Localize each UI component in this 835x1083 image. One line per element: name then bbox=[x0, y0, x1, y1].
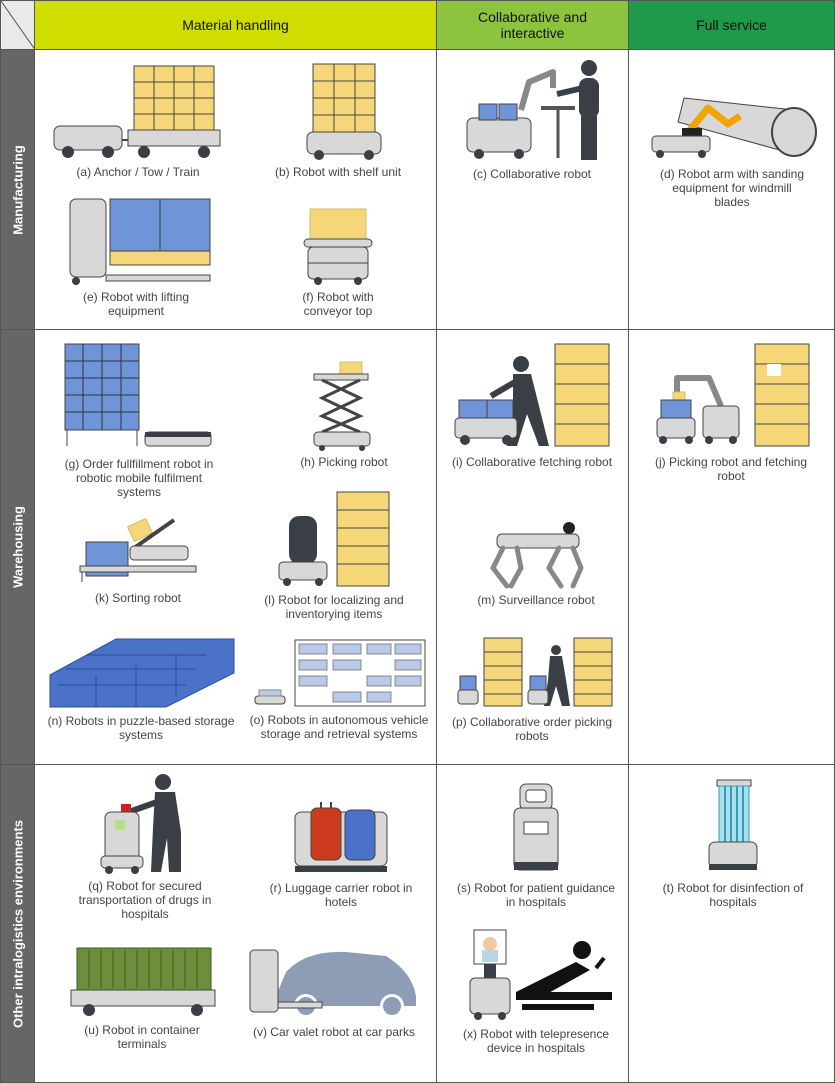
item-caption: (t) Robot for disinfection of hospitals bbox=[662, 881, 804, 909]
collaborative-robot-icon bbox=[457, 58, 607, 164]
item-caption: (g) Order fullfillment robot in robotic mobile fulfilment systems bbox=[64, 457, 214, 499]
item-caption: (f) Robot with conveyor top bbox=[302, 290, 374, 318]
puzzle-storage-icon bbox=[46, 635, 236, 711]
drug-transport-robot-icon bbox=[95, 772, 195, 876]
order-picking-robots-icon bbox=[450, 636, 614, 712]
item-caption: (j) Picking robot and fetching robot bbox=[654, 455, 808, 483]
corner-cell bbox=[0, 0, 35, 50]
item-d bbox=[642, 80, 822, 209]
item-caption: (i) Collaborative fetching robot bbox=[451, 455, 613, 469]
item-caption: (l) Robot for localizing and inventorying items bbox=[264, 593, 404, 621]
column-header-collaborative bbox=[436, 0, 629, 50]
column-header-label: Material handling bbox=[182, 17, 289, 33]
tow-train-robot-icon bbox=[48, 60, 228, 162]
item-caption: (d) Robot arm with sanding equipment for windmill blades bbox=[659, 167, 805, 209]
item-caption: (k) Sorting robot bbox=[94, 591, 182, 605]
diagonal-divider bbox=[1, 1, 35, 50]
item-o bbox=[244, 638, 434, 741]
shelf-unit-robot-icon bbox=[283, 60, 393, 162]
item-h bbox=[284, 360, 404, 469]
row-header-warehousing bbox=[0, 329, 35, 765]
item-caption: (e) Robot with lifting equipment bbox=[82, 290, 190, 318]
column-header-full-service bbox=[628, 0, 835, 50]
item-caption: (u) Robot in container terminals bbox=[84, 1023, 200, 1051]
sanding-robot-arm-icon bbox=[644, 80, 820, 164]
avsrs-icon bbox=[249, 638, 429, 710]
picking-robot-icon bbox=[304, 360, 384, 452]
item-j bbox=[646, 342, 816, 483]
luggage-robot-icon bbox=[291, 800, 391, 878]
item-v bbox=[244, 942, 424, 1039]
uv-disinfection-robot-icon bbox=[703, 778, 763, 878]
item-l bbox=[244, 490, 424, 621]
item-caption: (a) Anchor / Tow / Train bbox=[76, 165, 200, 179]
inventory-robot-icon bbox=[269, 490, 399, 590]
lifting-robot-icon bbox=[56, 195, 216, 287]
row-header-label: Other intralogistics environments bbox=[10, 819, 25, 1028]
item-caption: (q) Robot for secured transportation of drugs in hospitals bbox=[78, 879, 212, 921]
item-q bbox=[62, 772, 228, 921]
item-caption: (o) Robots in autonomous vehicle storage and retrieval systems bbox=[249, 713, 429, 741]
item-b bbox=[268, 60, 408, 179]
item-caption: (n) Robots in puzzle-based storage systems bbox=[47, 714, 235, 742]
item-n bbox=[46, 635, 236, 742]
item-f bbox=[278, 205, 398, 318]
item-m bbox=[466, 520, 606, 607]
column-header-label: Full service bbox=[696, 17, 767, 33]
row-header-label: Manufacturing bbox=[10, 144, 25, 235]
row-header-manufacturing bbox=[0, 49, 35, 330]
item-k bbox=[76, 512, 200, 605]
row-header-label: Warehousing bbox=[10, 506, 25, 588]
quadruped-robot-icon bbox=[481, 520, 591, 590]
picking-fetching-robot-icon bbox=[649, 342, 813, 452]
item-caption: (x) Robot with telepresence device in hospitals bbox=[462, 1027, 610, 1055]
conveyor-robot-icon bbox=[298, 205, 378, 287]
item-caption: (v) Car valet robot at car parks bbox=[252, 1025, 416, 1039]
car-valet-robot-icon bbox=[246, 942, 422, 1022]
item-x bbox=[448, 928, 624, 1055]
telepresence-robot-icon bbox=[456, 928, 616, 1024]
item-g bbox=[58, 340, 220, 499]
item-caption: (r) Luggage carrier robot in hotels bbox=[269, 881, 413, 909]
item-i bbox=[448, 342, 616, 469]
fetching-robot-icon bbox=[451, 342, 613, 452]
item-caption: (s) Robot for patient guidance in hospitals bbox=[456, 881, 616, 909]
column-header-label: Collaborative and interactive bbox=[478, 9, 587, 41]
item-s bbox=[456, 782, 616, 909]
sorting-robot-icon bbox=[78, 512, 198, 588]
item-caption: (m) Surveillance robot bbox=[477, 593, 595, 607]
item-c bbox=[452, 58, 612, 181]
rmfs-robot-icon bbox=[59, 340, 219, 454]
column-header-material-handling bbox=[34, 0, 437, 50]
item-caption: (b) Robot with shelf unit bbox=[274, 165, 402, 179]
item-caption: (p) Collaborative order picking robots bbox=[451, 715, 613, 743]
item-e bbox=[56, 195, 216, 318]
item-caption: (c) Collaborative robot bbox=[472, 167, 592, 181]
item-u bbox=[62, 944, 222, 1051]
container-robot-icon bbox=[67, 944, 217, 1020]
item-caption: (h) Picking robot bbox=[300, 455, 388, 469]
item-p bbox=[446, 636, 618, 743]
item-t bbox=[650, 778, 816, 909]
item-r bbox=[266, 800, 416, 909]
row-header-other bbox=[0, 764, 35, 1083]
item-a bbox=[48, 60, 228, 179]
guidance-robot-icon bbox=[506, 782, 566, 878]
